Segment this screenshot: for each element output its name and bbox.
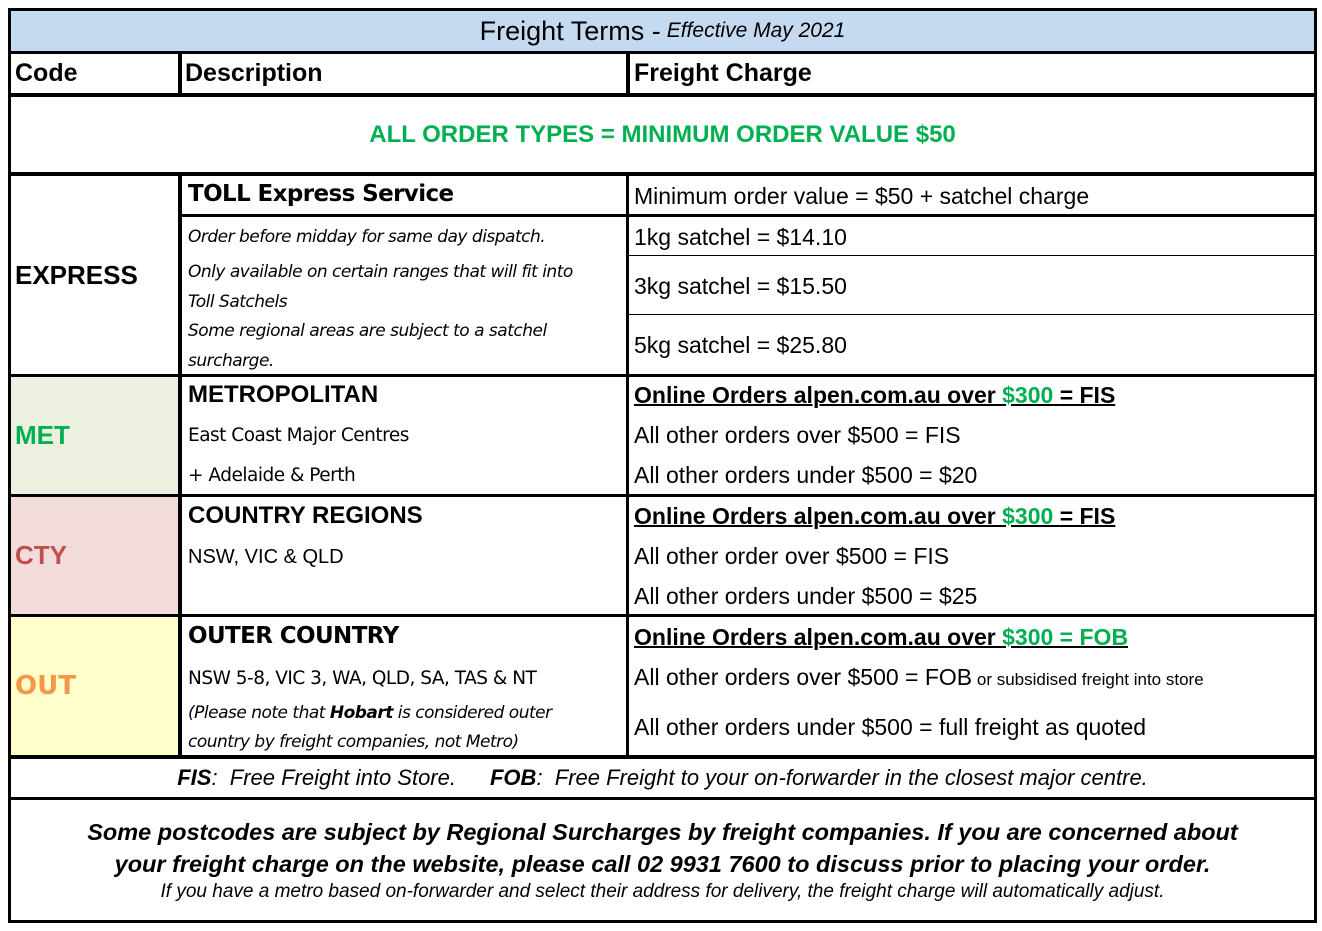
met-description <box>182 377 626 494</box>
express-note: surcharge. <box>188 351 274 371</box>
express-title: TOLL Express Service <box>188 181 454 207</box>
express-charge: 5kg satchel = $25.80 <box>634 332 847 358</box>
online-threshold: $300 = FOB <box>1002 624 1129 650</box>
footer-notice <box>11 800 1314 923</box>
footer-line-1: Some postcodes are subject by Regional Surcharges by freight companies. If you are concerned about <box>87 819 1238 845</box>
footer-line-3: If you have a metro based on-forwarder and select their address for delivery, the freight charge will automatically adjust. <box>160 881 1165 902</box>
minimum-order-notice: ALL ORDER TYPES = MINIMUM ORDER VALUE $50 <box>369 121 956 148</box>
online-threshold: $300 <box>1002 503 1060 529</box>
express-note: Only available on certain ranges that will fit into <box>188 262 573 282</box>
cty-online-charge: Online Orders alpen.com.au over $300 = FIS <box>634 503 1116 529</box>
cty-title: COUNTRY REGIONS <box>188 502 423 529</box>
met-line: + Adelaide & Perth <box>188 465 356 486</box>
express-note: Toll Satchels <box>188 292 288 312</box>
out-charges <box>629 617 1314 755</box>
cty-charge: All other orders under $500 = $25 <box>634 583 978 609</box>
cty-charge: All other order over $500 = FIS <box>634 543 950 569</box>
express-charge: Minimum order value = $50 + satchel charge <box>634 183 1090 209</box>
code-met: MET <box>11 377 178 494</box>
out-note-hobart: Hobart <box>329 703 393 723</box>
code-express: EXPRESS <box>15 259 138 290</box>
out-charge-under: All other orders under $500 = full freight as quoted <box>634 714 1147 740</box>
cty-line: NSW, VIC & QLD <box>188 546 344 568</box>
page-title: Freight Terms - <box>479 15 661 46</box>
online-threshold: $300 <box>1002 382 1060 408</box>
met-charges <box>629 377 1314 494</box>
title-bar <box>11 11 1314 51</box>
out-charge-over: All other orders over $500 = FOB or subsidised freight into store <box>634 664 1204 690</box>
out-title: OUTER COUNTRY <box>188 623 399 649</box>
met-online-charge: Online Orders alpen.com.au over $300 = FIS <box>634 382 1116 408</box>
met-charge: All other orders under $500 = $20 <box>634 462 978 488</box>
met-title: METROPOLITAN <box>188 381 379 408</box>
fis-abbr: FIS <box>177 765 212 790</box>
header-code: Code <box>15 58 78 87</box>
footer-line-2: your freight charge on the website, please call 02 9931 7600 to discuss prior to placing your order. <box>114 851 1211 877</box>
met-line: East Coast Major Centres <box>188 425 409 446</box>
code-cty: CTY <box>11 497 178 614</box>
cty-charges <box>629 497 1314 614</box>
fob-definition: : Free Freight to your on-forwarder in the closest major centre. <box>536 765 1148 790</box>
freight-terms-sheet <box>8 8 1317 923</box>
legend-row <box>11 759 1314 797</box>
express-charge: 3kg satchel = $15.50 <box>634 273 847 299</box>
out-note: (Please note that Hobart is considered outer <box>188 703 552 723</box>
express-note: Order before midday for same day dispatch. <box>188 227 546 247</box>
out-note-line2: country by freight companies, not Metro) <box>188 732 519 752</box>
header-description: Description <box>185 58 323 87</box>
cty-description <box>182 497 626 614</box>
fob-abbr: FOB <box>489 765 537 790</box>
out-line: NSW 5-8, VIC 3, WA, QLD, SA, TAS & NT <box>188 668 537 689</box>
header-freight-charge: Freight Charge <box>634 58 812 87</box>
out-description <box>182 617 626 755</box>
code-out: OUT <box>11 617 178 755</box>
express-note: Some regional areas are subject to a satchel <box>188 321 547 341</box>
fis-definition: : Free Freight into Store. <box>211 765 456 790</box>
effective-date: Effective May 2021 <box>666 19 846 42</box>
express-description <box>182 176 626 374</box>
met-charge: All other orders over $500 = FIS <box>634 422 961 448</box>
out-online-charge: Online Orders alpen.com.au over $300 = FOB <box>634 624 1129 650</box>
express-charges <box>629 176 1314 374</box>
express-charge: 1kg satchel = $14.10 <box>634 224 847 250</box>
